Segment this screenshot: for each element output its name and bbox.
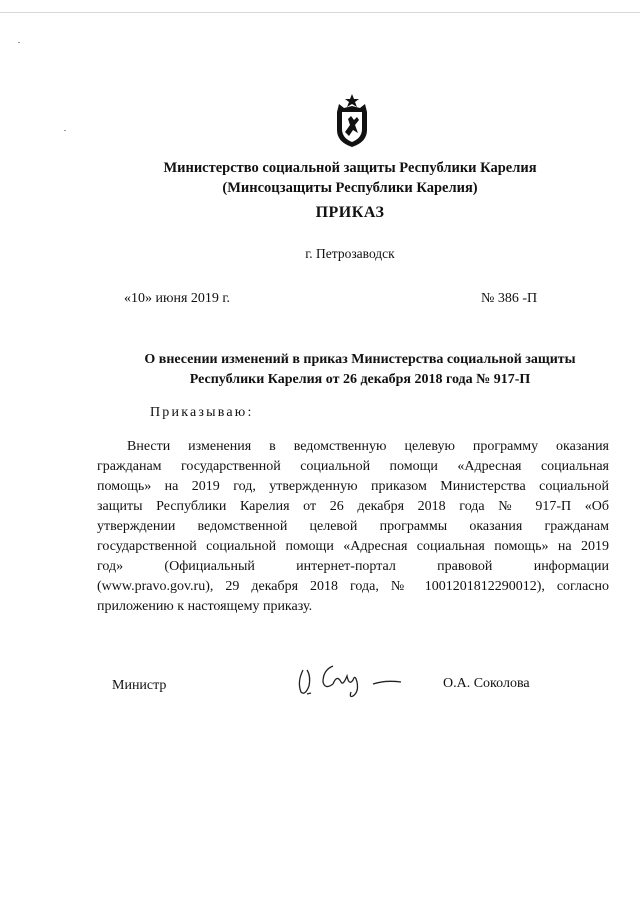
- ministry-short-name: (Минсоцзащиты Республики Карелия): [222, 180, 478, 196]
- body-text-line: помощь» на 2019 год, утвержденную приказом Министерства социальной: [97, 479, 609, 494]
- body-text-line: государственной социальной помощи «Адресная социальная помощь» на 2019: [97, 539, 609, 554]
- handwritten-signature: [293, 652, 413, 700]
- document-date: «10» июня 2019 г.: [124, 291, 231, 306]
- document-number: № 386 -П: [481, 291, 538, 306]
- document-city: г. Петрозаводск: [305, 246, 395, 261]
- body-text-line: (www.pravo.gov.ru), 29 декабря 2018 года, № 1001201812290012), согласно: [97, 579, 609, 594]
- scan-speck: [64, 130, 66, 131]
- order-word: Приказываю:: [150, 405, 254, 420]
- body-text-line: утверждении ведомственной целевой программы оказания гражданам: [97, 519, 609, 534]
- body-text-line: приложению к настоящему приказу.: [97, 599, 313, 614]
- body-text-line: гражданам государственной социальной помощи «Адресная социальная: [97, 459, 609, 474]
- scan-edge-line: [0, 12, 640, 13]
- ministry-name: Министерство социальной защиты Республики Карелия: [163, 160, 537, 176]
- document-title: Республики Карелия от 26 декабря 2018 года № 917-П: [189, 372, 531, 387]
- document-type: ПРИКАЗ: [315, 204, 385, 221]
- document-title: О внесении изменений в приказ Министерства социальной защиты: [144, 352, 576, 367]
- body-text-line: год» (Официальный интернет-портал правовой информации: [97, 559, 609, 574]
- signatory-position: Министр: [112, 678, 167, 693]
- signatory-name: О.А. Соколова: [443, 676, 530, 691]
- body-text-line: Внести изменения в ведомственную целевую программу оказания: [127, 439, 609, 454]
- scan-speck: [18, 42, 20, 43]
- body-text-line: защиты Республики Карелия от 26 декабря 2018 года № 917-П «Об: [97, 499, 609, 514]
- karelia-coat-of-arms-icon: [330, 92, 374, 148]
